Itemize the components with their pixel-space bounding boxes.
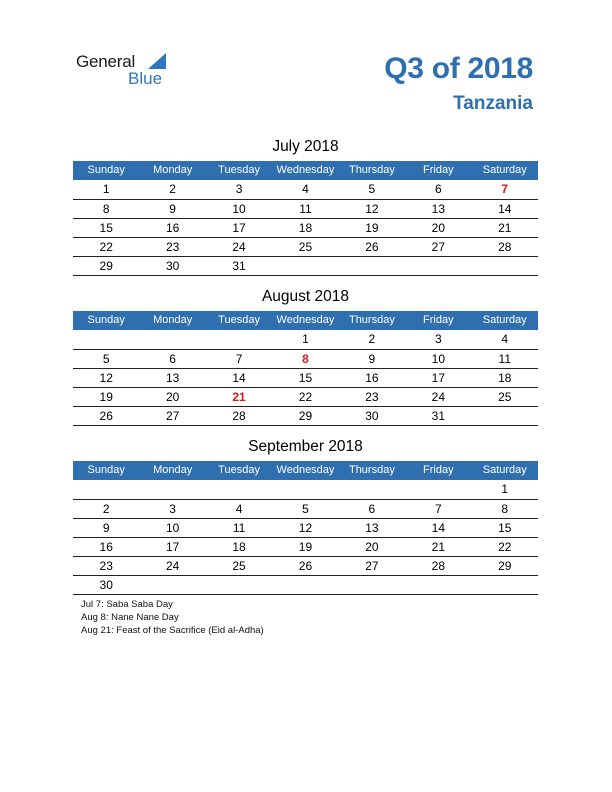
day-cell: 29: [472, 556, 538, 575]
day-cell: 15: [73, 218, 139, 237]
month-july: [73, 137, 538, 276]
weekday-header: Sunday: [73, 311, 139, 330]
empty-day-cell: [339, 480, 405, 499]
day-cell: 8: [272, 349, 338, 368]
day-cell: 11: [272, 199, 338, 218]
day-cell: 18: [272, 218, 338, 237]
day-cell: 22: [73, 237, 139, 256]
week-row: [73, 499, 538, 518]
day-cell: 13: [405, 199, 471, 218]
day-cell: 2: [139, 180, 205, 199]
empty-day-cell: [405, 256, 471, 275]
day-cell: 16: [73, 537, 139, 556]
day-cell: 25: [272, 237, 338, 256]
day-cell: 19: [272, 537, 338, 556]
day-cell: 20: [339, 537, 405, 556]
day-cell: 1: [73, 180, 139, 199]
week-row: [73, 575, 538, 594]
day-cell: 3: [139, 499, 205, 518]
empty-day-cell: [272, 480, 338, 499]
day-cell: 13: [339, 518, 405, 537]
weekday-header-row: [73, 461, 538, 480]
weekday-header: Thursday: [339, 461, 405, 480]
day-cell: 23: [339, 387, 405, 406]
week-row: [73, 218, 538, 237]
week-row: [73, 556, 538, 575]
day-cell: 28: [472, 237, 538, 256]
weekday-header: Friday: [405, 311, 471, 330]
day-cell: 14: [405, 518, 471, 537]
day-cell: 12: [339, 199, 405, 218]
day-cell: 5: [272, 499, 338, 518]
day-cell: 11: [206, 518, 272, 537]
day-cell: 15: [272, 368, 338, 387]
week-row: [73, 180, 538, 199]
page-title: Q3 of 2018: [384, 52, 533, 85]
day-cell: 25: [206, 556, 272, 575]
day-cell: 18: [472, 368, 538, 387]
day-cell: 26: [272, 556, 338, 575]
day-cell: 7: [206, 349, 272, 368]
weekday-header: Monday: [139, 461, 205, 480]
day-cell: 20: [139, 387, 205, 406]
day-cell: 17: [206, 218, 272, 237]
week-row: [73, 406, 538, 425]
day-cell: 7: [472, 180, 538, 199]
day-cell: 29: [73, 256, 139, 275]
day-cell: 1: [472, 480, 538, 499]
calendar-grid: [73, 311, 538, 426]
month-title: July 2018: [272, 138, 339, 155]
day-cell: 26: [339, 237, 405, 256]
day-cell: 31: [405, 406, 471, 425]
day-cell: 5: [339, 180, 405, 199]
weekday-header: Sunday: [73, 461, 139, 480]
weekday-header: Tuesday: [206, 161, 272, 180]
weekday-header: Friday: [405, 461, 471, 480]
holiday-note: Aug 8: Nane Nane Day: [81, 612, 179, 623]
holiday-note: Aug 21: Feast of the Sacrifice (Eid al-Adha): [81, 625, 264, 636]
empty-day-cell: [206, 480, 272, 499]
logo: [76, 52, 176, 88]
day-cell: 25: [472, 387, 538, 406]
day-cell: 19: [73, 387, 139, 406]
month-title: September 2018: [248, 438, 363, 455]
empty-day-cell: [206, 330, 272, 349]
day-cell: 10: [405, 349, 471, 368]
weekday-header: Thursday: [339, 311, 405, 330]
day-cell: 2: [73, 499, 139, 518]
empty-day-cell: [139, 480, 205, 499]
day-cell: 28: [206, 406, 272, 425]
day-cell: 28: [405, 556, 471, 575]
day-cell: 14: [472, 199, 538, 218]
week-row: [73, 480, 538, 499]
day-cell: 8: [73, 199, 139, 218]
day-cell: 16: [139, 218, 205, 237]
weekday-header: Saturday: [472, 161, 538, 180]
day-cell: 6: [139, 349, 205, 368]
day-cell: 3: [206, 180, 272, 199]
day-cell: 30: [339, 406, 405, 425]
day-cell: 14: [206, 368, 272, 387]
day-cell: 22: [272, 387, 338, 406]
calendar-grid: [73, 161, 538, 276]
day-cell: 27: [339, 556, 405, 575]
day-cell: 27: [405, 237, 471, 256]
day-cell: 10: [139, 518, 205, 537]
day-cell: 24: [139, 556, 205, 575]
day-cell: 23: [139, 237, 205, 256]
weekday-header: Tuesday: [206, 461, 272, 480]
empty-day-cell: [405, 480, 471, 499]
day-cell: 16: [339, 368, 405, 387]
weekday-header: Tuesday: [206, 311, 272, 330]
weekday-header: Wednesday: [272, 161, 338, 180]
empty-day-cell: [206, 575, 272, 594]
day-cell: 9: [73, 518, 139, 537]
weekday-header: Monday: [139, 311, 205, 330]
weekday-header: Saturday: [472, 311, 538, 330]
empty-day-cell: [472, 256, 538, 275]
day-cell: 17: [139, 537, 205, 556]
day-cell: 21: [472, 218, 538, 237]
day-cell: 21: [405, 537, 471, 556]
empty-day-cell: [405, 575, 471, 594]
week-row: [73, 537, 538, 556]
month-september: [73, 437, 538, 595]
day-cell: 22: [472, 537, 538, 556]
day-cell: 4: [206, 499, 272, 518]
day-cell: 15: [472, 518, 538, 537]
empty-day-cell: [139, 330, 205, 349]
weekday-header: Monday: [139, 161, 205, 180]
day-cell: 9: [339, 349, 405, 368]
week-row: [73, 349, 538, 368]
day-cell: 21: [206, 387, 272, 406]
day-cell: 2: [339, 330, 405, 349]
logo-triangle-icon: [148, 53, 166, 69]
day-cell: 20: [405, 218, 471, 237]
week-row: [73, 387, 538, 406]
empty-day-cell: [139, 575, 205, 594]
day-cell: 12: [272, 518, 338, 537]
calendar-grid: [73, 461, 538, 595]
weekday-header: Wednesday: [272, 311, 338, 330]
weekday-header: Sunday: [73, 161, 139, 180]
week-row: [73, 256, 538, 275]
empty-day-cell: [339, 575, 405, 594]
day-cell: 3: [405, 330, 471, 349]
day-cell: 26: [73, 406, 139, 425]
day-cell: 31: [206, 256, 272, 275]
week-row: [73, 368, 538, 387]
day-cell: 17: [405, 368, 471, 387]
day-cell: 8: [472, 499, 538, 518]
day-cell: 9: [139, 199, 205, 218]
day-cell: 11: [472, 349, 538, 368]
day-cell: 7: [405, 499, 471, 518]
empty-day-cell: [272, 256, 338, 275]
day-cell: 27: [139, 406, 205, 425]
day-cell: 6: [405, 180, 471, 199]
empty-day-cell: [272, 575, 338, 594]
country-name: Tanzania: [453, 93, 533, 114]
weekday-header: Thursday: [339, 161, 405, 180]
week-row: [73, 330, 538, 349]
logo-word-blue: Blue: [128, 69, 163, 88]
holiday-notes: [81, 598, 264, 637]
day-cell: 23: [73, 556, 139, 575]
day-cell: 29: [272, 406, 338, 425]
day-cell: 30: [73, 575, 139, 594]
logo-word-general: General: [76, 52, 136, 71]
day-cell: 24: [206, 237, 272, 256]
weekday-header: Wednesday: [272, 461, 338, 480]
weekday-header-row: [73, 311, 538, 330]
day-cell: 19: [339, 218, 405, 237]
weekday-header-row: [73, 161, 538, 180]
day-cell: 24: [405, 387, 471, 406]
day-cell: 10: [206, 199, 272, 218]
day-cell: 4: [272, 180, 338, 199]
empty-day-cell: [339, 256, 405, 275]
day-cell: 18: [206, 537, 272, 556]
day-cell: 30: [139, 256, 205, 275]
empty-day-cell: [472, 575, 538, 594]
week-row: [73, 237, 538, 256]
week-row: [73, 518, 538, 537]
empty-day-cell: [73, 480, 139, 499]
empty-day-cell: [73, 330, 139, 349]
holiday-note: Jul 7: Saba Saba Day: [81, 599, 173, 610]
month-title: August 2018: [261, 288, 350, 305]
weekday-header: Saturday: [472, 461, 538, 480]
day-cell: 12: [73, 368, 139, 387]
day-cell: 6: [339, 499, 405, 518]
day-cell: 4: [472, 330, 538, 349]
week-row: [73, 199, 538, 218]
day-cell: 13: [139, 368, 205, 387]
empty-day-cell: [472, 406, 538, 425]
day-cell: 5: [73, 349, 139, 368]
month-august: [73, 287, 538, 426]
weekday-header: Friday: [405, 161, 471, 180]
day-cell: 1: [272, 330, 338, 349]
